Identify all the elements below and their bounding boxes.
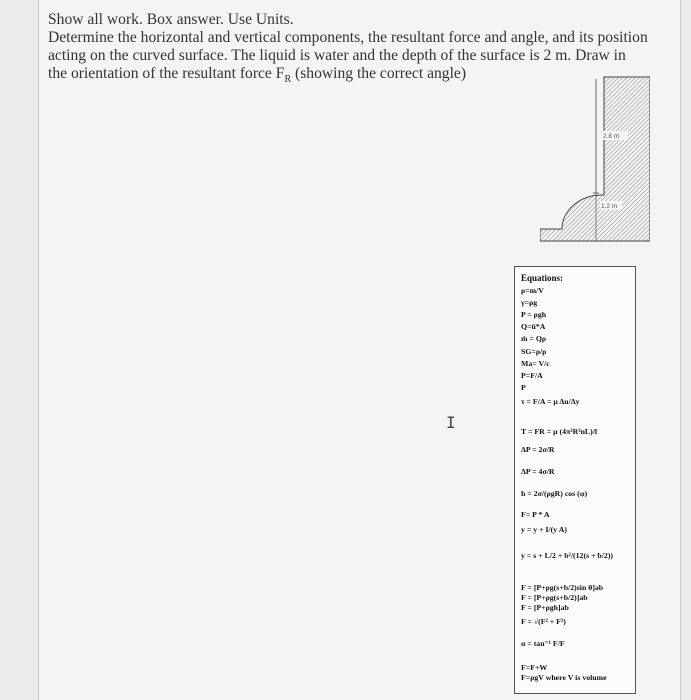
question-line-3: acting on the curved surface. The liquid is water and the depth of the surface is 2 m. Draw in (48, 47, 626, 64)
text-cursor-icon: I (446, 413, 456, 432)
equation-bubble-pressure: ΔP = 4σ/R (521, 467, 555, 476)
equation-buoyancy-weight: F=F+W (521, 663, 548, 672)
equation-pressure-force: P=F/A (521, 371, 543, 380)
equation-resultant-force: F = √(F² + F²) (521, 617, 566, 626)
equation-density: ρ=m/V (521, 286, 544, 295)
question-line-2: Determine the horizontal and vertical components, the resultant force and angle, and its position (48, 29, 648, 46)
equation-vertical-plate-force: F = [P+ρg(s+b/2)]ab (521, 593, 588, 602)
equation-horizontal-plate-force: F = [P+ρgh]ab (521, 603, 569, 612)
equation-mach-number: Ma= V/c (521, 359, 550, 368)
instruction-line: Show all work. Box answer. Use Units. (48, 11, 294, 28)
equation-shear-stress: τ = F/A = μ Δu/Δy (521, 397, 580, 406)
equation-mass-flow: ṁ = Qρ (521, 334, 547, 343)
equation-inclined-center: y = s + L/2 + b²/(12(s + b/2)) (521, 551, 614, 560)
equation-resultant-angle: α = tan⁻¹ F/F (521, 639, 565, 648)
equation-inclined-force: F = [P+ρg(s+b/2)sin θ]ab (521, 583, 604, 592)
equation-gauge-pressure: P (521, 383, 526, 392)
equation-capillary-drop: ΔP = 2σ/R (521, 445, 555, 454)
equation-capillary-rise: h = 2σ/(ρgR) cos (φ) (521, 489, 588, 498)
equation-sheet (514, 266, 636, 694)
equation-plane-force: F= P * A (521, 510, 550, 519)
equation-center-pressure: y = y + I/(y A) (521, 525, 567, 534)
dim-label-bottom: 1.2 m (601, 203, 618, 210)
equation-flow-rate: Q=ū*A (521, 322, 546, 331)
equation-torque: T = FR = μ (4π²R³nL)/l (521, 427, 598, 436)
dim-label-top: 2.8 m (603, 133, 620, 140)
equation-specific-gravity: SG=ρ/ρ (521, 347, 547, 356)
wall-diagram (540, 75, 650, 243)
equations-title: Equations: (521, 273, 564, 283)
equation-buoyant-force: F=ρgV where V is volume (521, 673, 607, 682)
equation-specific-weight: γ=ρg (521, 298, 538, 307)
curved-surface-figure (540, 75, 650, 243)
question-line-4: the orientation of the resultant force $F_R$ (showing the correct angle) (48, 65, 467, 86)
equation-hydrostatic-pressure: P = ρgh (521, 310, 547, 319)
wall-hatched-section (540, 77, 650, 241)
